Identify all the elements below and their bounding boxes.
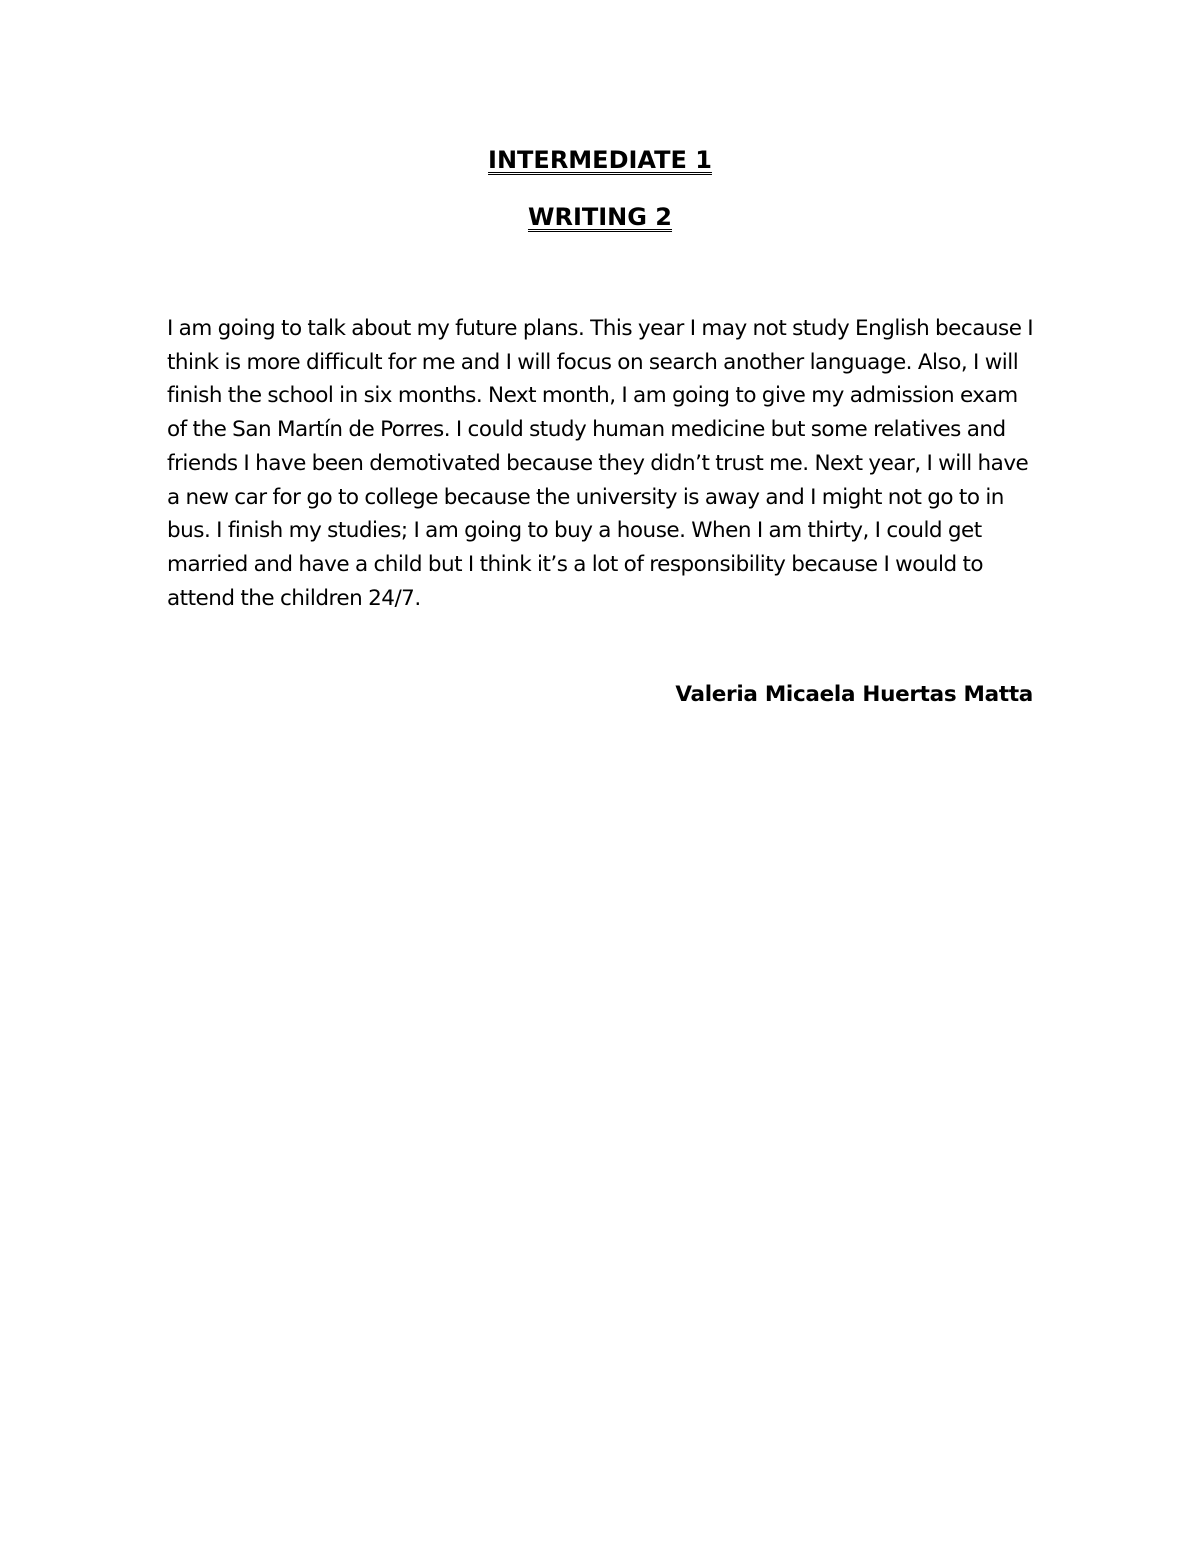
author-signature: Valeria Micaela Huertas Matta (675, 682, 1033, 707)
document-title: INTERMEDIATE 1 (488, 146, 712, 174)
essay-paragraph: I am going to talk about my future plans. This year I may not study English because I think is more difficult for me and I will focus on search another language. Also, I will finish the school in six months. Next month, I am going to give my admission exam of the San Martín de Porres. I could study human medicine but some relatives and friends I have been demotivated because they didn’t trust me. Next year, I will have a new car for go to college because the university is away and I might not go to in bus. I finish my studies; I am going to buy a house. When I am thirty, I could get married and have a child but I think it’s a lot of responsibility because I would to attend the children 24/7. (167, 316, 1034, 611)
document-subtitle: WRITING 2 (527, 203, 673, 231)
